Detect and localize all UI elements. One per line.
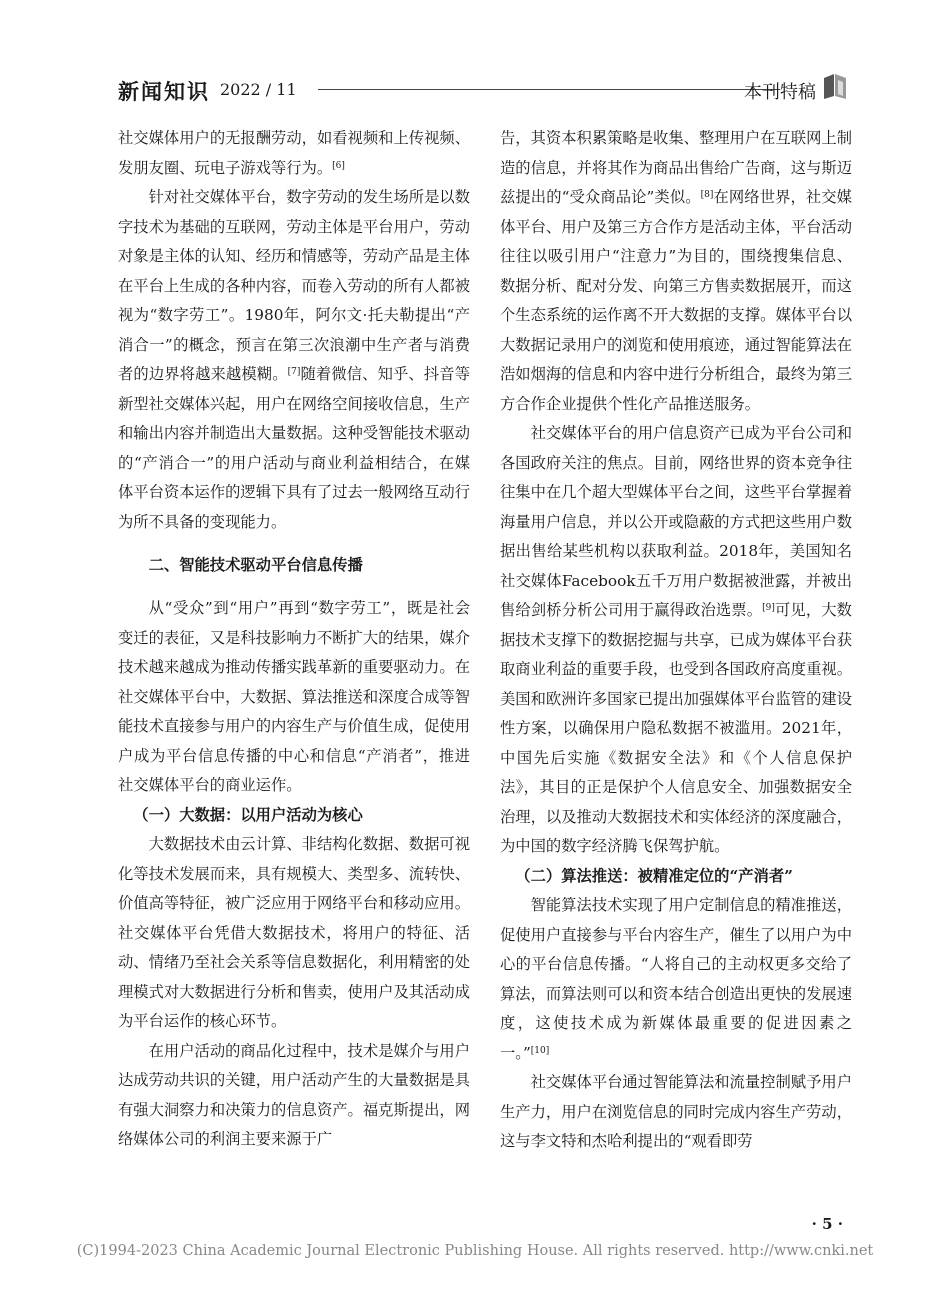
section-heading: 二、智能技术驱动平台信息传播 (148, 556, 363, 574)
issue-label: 2022 / 11 (220, 80, 297, 99)
paragraph: 大数据技术由云计算、非结构化数据、数据可视化等技术发展而来，具有规模大、类型多、流转快、价值高等特征，被广泛应用于网络平台和移动应用。社交媒体平台凭借大数据技术，将用户的特征、活动、情绪乃至社会关系等信息数据化，利用精密的处理模式对大数据进行分析和售卖，使用户及其活动成为平台运作的核心环节。 (118, 835, 470, 1030)
page-number: · 5 · (811, 1215, 843, 1233)
citation-ref: [9] (762, 603, 775, 613)
citation-ref: [8] (700, 190, 714, 200)
header-rule (318, 89, 780, 90)
citation-ref: [6] (332, 160, 345, 171)
journal-logo: 新闻知识 (118, 80, 210, 104)
paragraph: 从“受众”到“用户”再到“数字劳工”，既是社会变迁的表征，又是科技影响力不断扩大的结果，媒介技术越来越成为推动传播实践革新的重要驱动力。在社交媒体平台中，大数据、算法推送和深度合成等智能技术直接参与用户的内容生产与价值生成，促使用户成为平台信息传播的中心和信息“产消者”，推进社交媒体平台的商业运作。 (118, 599, 470, 794)
subsection-heading: （一）大数据：以用户活动为核心 (133, 805, 363, 824)
citation-ref: [10] (530, 1045, 550, 1056)
paragraph: 社交媒体平台的用户信息资产已成为平台公司和各国政府关注的焦点。目前，网络世界的资本竞争往往集中在几个超大型媒体平台之间，这些平台掌握着海量用户信息，并以公开或隐蔽的方式把这些用户数据出售给某些机构以获取利益。2018年，美国知名社交媒体Facebook五千万用户数据被泄露，并被出售给剑桥分析公司用于赢得政治选票。[9]可见，大数据技术支撑下的数据挖掘与共享，已成为媒体平台获取商业利益的重要手段，也受到各国政府高度重视。美国和欧洲许多国家已提出加强媒体平台监管的建设性方案，以确保用户隐私数据不被滥用。2021年，中国先后实施《数据安全法》和《个人信息保护法》，其目的正是保护个人信息安全、加强数据安全治理，以及推动大数据技术和实体经济的深度融合，为中国的数字经济腾飞保驾护航。 (500, 424, 852, 855)
citation-ref: [7] (287, 367, 301, 377)
copyright-footer: (C)1994-2023 China Academic Journal Electronic Publishing House. All rights reserved. http://www.cnki.net (76, 1243, 874, 1259)
paragraph: 针对社交媒体平台，数字劳动的发生场所是以数字技术为基础的互联网，劳动主体是平台用户，劳动对象是主体的认知、经历和情感等，劳动产品是主体在平台上生成的各种内容，而卷入劳动的所有人都被视为“数字劳工”。1980年，阿尔文·托夫勒提出“产消合一”的概念，预言在第三次浪潮中生产者与消费者的边界将越来越模糊。[7]随着微信、知乎、抖音等新型社交媒体兴起，用户在网络空间接收信息，生产和输出内容并制造出大量数据。这种受智能技术驱动的“产消合一”的用户活动与商业利益相结合，在媒体平台资本运作的逻辑下具有了过去一般网络互动行为所不具备的变现能力。 (118, 188, 470, 531)
page-header (118, 70, 848, 110)
book-icon (822, 72, 848, 100)
paragraph: 社交媒体平台通过智能算法和流量控制赋予用户生产力，用户在浏览信息的同时完成内容生产劳动，这与李文特和杰哈利提出的“观看即劳 (500, 1073, 852, 1150)
paragraph: 智能算法技术实现了用户定制信息的精准推送，促使用户直接参与平台内容生产，催生了以用户为中心的平台信息传播。“人将自己的主动权更多交给了算法，而算法则可以和资本结合创造出更快的发展速度，这使技术成为新媒体最重要的促进因素之一。”[10] (500, 896, 852, 1062)
right-column (500, 124, 852, 1157)
paragraph: 告，其资本积累策略是收集、整理用户在互联网上制造的信息，并将其作为商品出售给广告商，这与斯迈兹提出的“受众商品论”类似。[8]在网络世界，社交媒体平台、用户及第三方合作方是活动主体，平台活动往往以吸引用户“注意力”为目的，围绕搜集信息、数据分析、配对分发、向第三方售卖数据展开，而这个生态系统的运作离不开大数据的支撑。媒体平台以大数据记录用户的浏览和使用痕迹，通过智能算法在浩如烟海的信息和内容中进行分析组合，最终为第三方合作企业提供个性化产品推送服务。 (500, 129, 852, 413)
subsection-heading: （二）算法推送：被精准定位的“产消者” (515, 866, 793, 885)
left-column (118, 124, 470, 1155)
section-label: 本刊特稿 (744, 82, 816, 103)
paragraph: 社交媒体用户的无报酬劳动，如看视频和上传视频、发朋友圈、玩电子游戏等行为。[6] (118, 129, 470, 177)
paragraph: 在用户活动的商品化过程中，技术是媒介与用户达成劳动共识的关键，用户活动产生的大量数据是具有强大洞察力和决策力的信息资产。福克斯提出，网络媒体公司的利润主要来源于广 (118, 1041, 470, 1148)
